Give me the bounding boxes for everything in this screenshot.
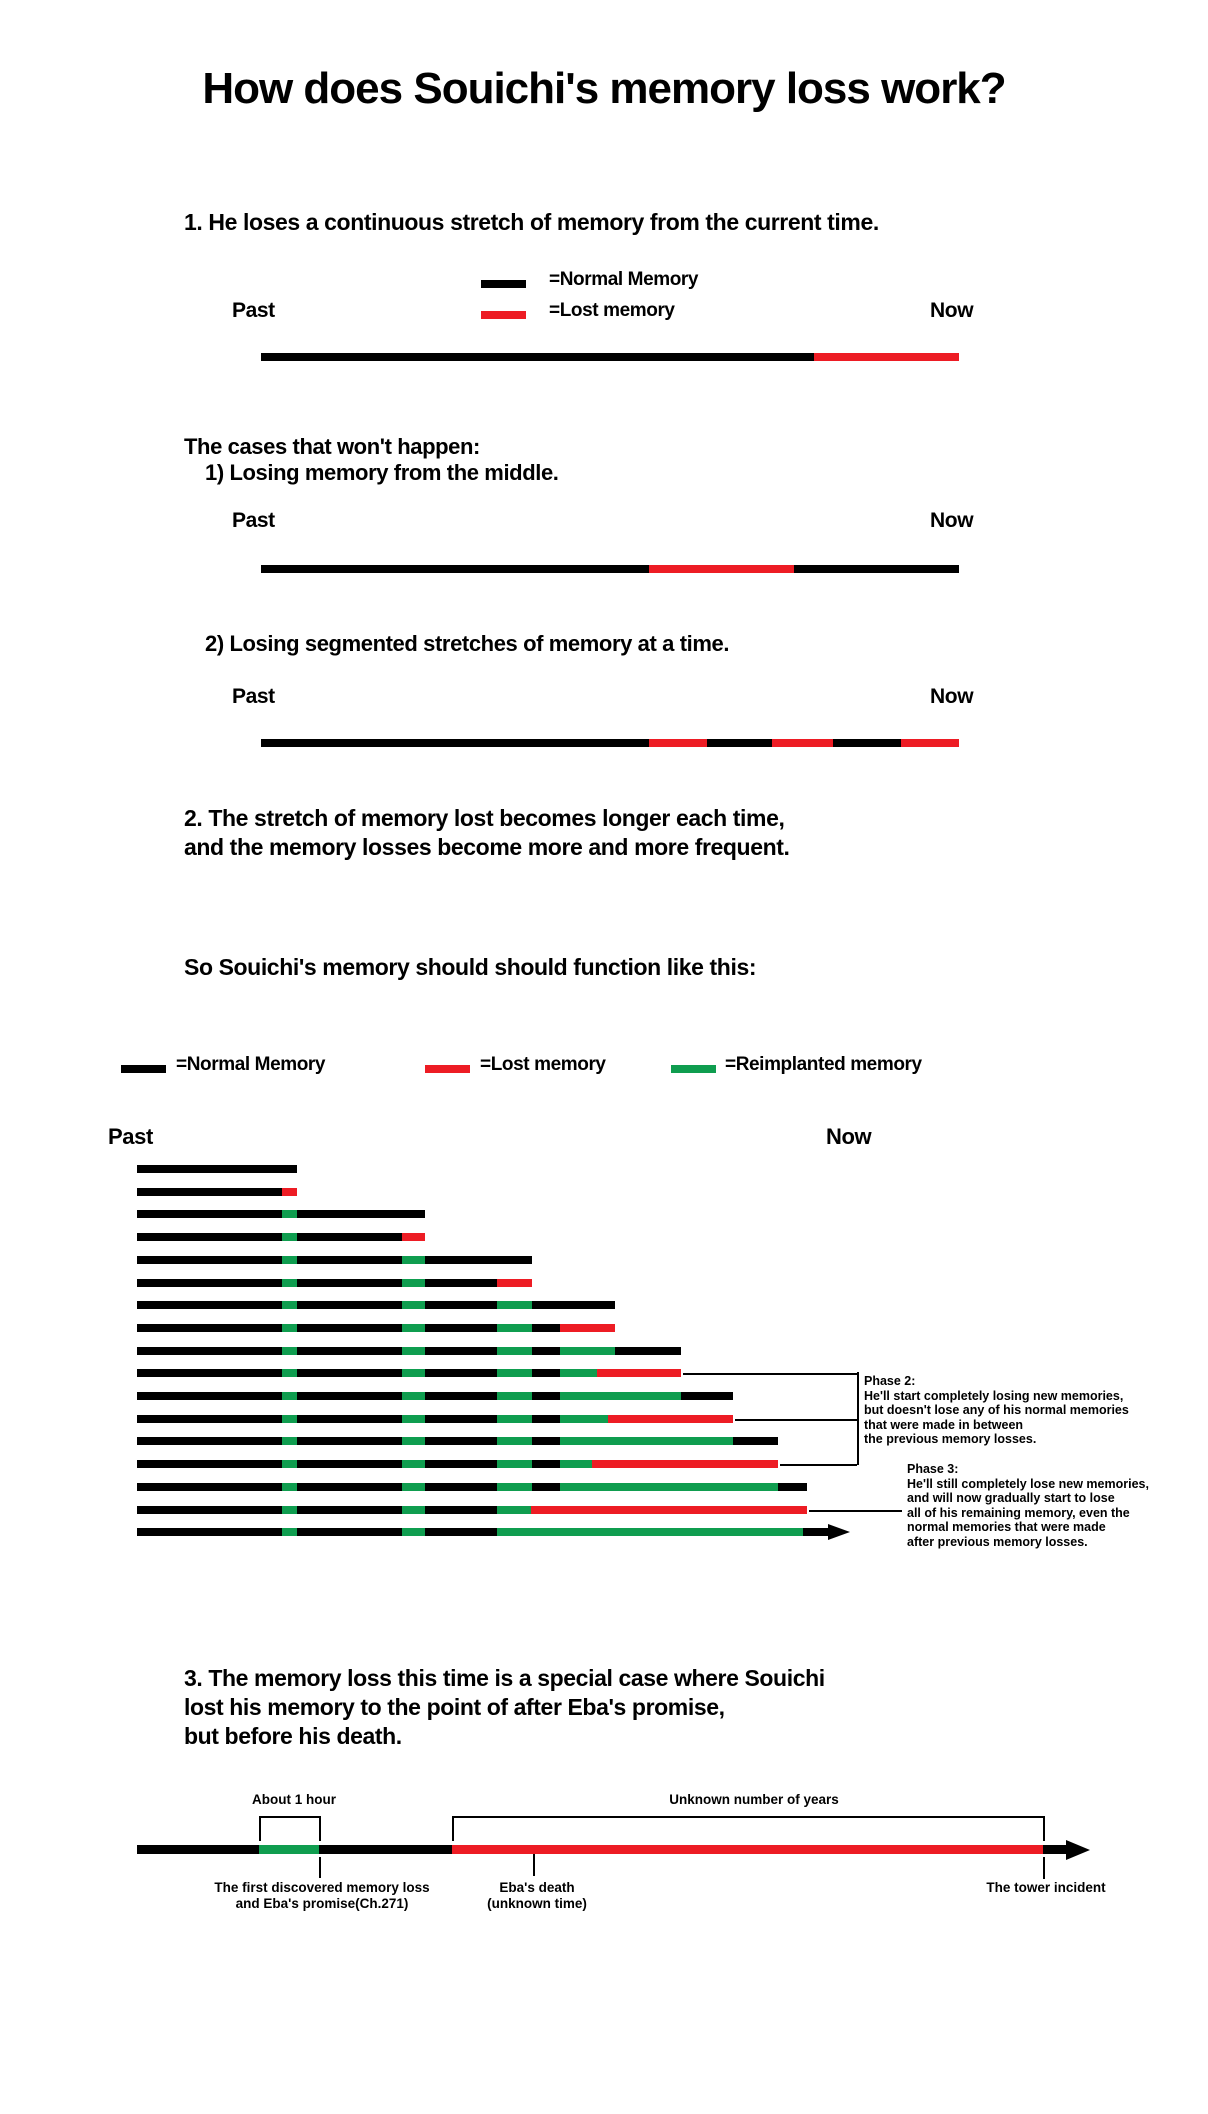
memory-segment-normal-memory [297, 1301, 402, 1309]
note-line: Phase 2: [864, 1374, 916, 1388]
now-label: Now [930, 685, 974, 708]
memory-segment-lost-memory [814, 353, 959, 361]
memory-segment-normal-memory [137, 1415, 282, 1423]
note-line: that were made in between [864, 1417, 1024, 1432]
memory-segment-reimplanted-memory [282, 1528, 297, 1536]
legend-swatch-reimplanted-memory [671, 1065, 716, 1073]
annotation-line [857, 1372, 859, 1465]
memory-segment-normal-memory [297, 1324, 402, 1332]
memory-segment-normal-memory [615, 1347, 681, 1355]
memory-segment-normal-memory [297, 1437, 402, 1445]
memory-segment-normal-memory [137, 1324, 282, 1332]
annotation-line [780, 1464, 857, 1466]
legend-label-normal-memory: =Normal Memory [176, 1054, 326, 1075]
memory-segment-normal-memory [425, 1528, 497, 1536]
memory-segment-normal-memory [137, 1256, 282, 1264]
memory-segment-normal-memory [137, 1506, 282, 1514]
memory-segment-normal-memory [425, 1483, 497, 1491]
memory-segment-reimplanted-memory [560, 1483, 778, 1491]
memory-segment-reimplanted-memory [402, 1437, 425, 1445]
memory-segment-reimplanted-memory [497, 1437, 532, 1445]
past-label: Past [232, 685, 275, 708]
memory-segment-normal-memory [137, 1279, 282, 1287]
legend-swatch-lost-memory [425, 1065, 470, 1073]
memory-segment-normal-memory [425, 1301, 497, 1309]
annotation-line [452, 1816, 1043, 1818]
now-label: Now [826, 1124, 872, 1149]
memory-segment-reimplanted-memory [402, 1528, 425, 1536]
past-label: Past [108, 1124, 153, 1149]
memory-segment-reimplanted-memory [497, 1506, 531, 1514]
memory-segment-normal-memory [532, 1392, 560, 1400]
memory-segment-normal-memory [261, 739, 649, 747]
memory-segment-reimplanted-memory [497, 1483, 532, 1491]
memory-segment-normal-memory [425, 1437, 497, 1445]
label-line: The first discovered memory loss [214, 1880, 430, 1895]
memory-segment-reimplanted-memory [282, 1210, 297, 1218]
memory-segment-normal-memory [794, 565, 959, 573]
memory-segment-normal-memory [319, 1845, 452, 1854]
memory-segment-reimplanted-memory [560, 1460, 592, 1468]
label-line: Unknown number of years [669, 1792, 839, 1807]
memory-segment-reimplanted-memory [402, 1369, 425, 1377]
annotation-line [1043, 1857, 1045, 1879]
memory-segment-normal-memory [833, 739, 901, 747]
memory-segment-normal-memory [137, 1369, 282, 1377]
memory-segment-reimplanted-memory [282, 1256, 297, 1264]
memory-segment-reimplanted-memory [560, 1437, 733, 1445]
section3-line1: 3. The memory loss this time is a special case where Souichi [184, 1665, 825, 1691]
memory-segment-normal-memory [137, 1165, 297, 1173]
memory-segment-normal-memory [297, 1483, 402, 1491]
page-title: How does Souichi's memory loss work? [202, 64, 1006, 113]
memory-segment-normal-memory [137, 1301, 282, 1309]
memory-segment-normal-memory [532, 1324, 560, 1332]
note-phase2 [864, 1374, 1129, 1447]
memory-segment-normal-memory [733, 1437, 778, 1445]
memory-segment-lost-memory [608, 1415, 733, 1423]
cases-heading: The cases that won't happen: [184, 434, 480, 459]
legend-label-reimplanted-memory: =Reimplanted memory [725, 1054, 922, 1075]
case1-text: 1) Losing memory from the middle. [205, 460, 559, 485]
memory-segment-reimplanted-memory [497, 1392, 532, 1400]
memory-segment-normal-memory [261, 565, 649, 573]
annotation-line [452, 1816, 454, 1841]
memory-segment-normal-memory [681, 1392, 733, 1400]
annotation-line [319, 1816, 321, 1841]
memory-segment-lost-memory [592, 1460, 778, 1468]
note-line: the previous memory losses. [864, 1432, 1037, 1447]
memory-segment-normal-memory [137, 1437, 282, 1445]
timeline-arrow-head [1066, 1840, 1090, 1860]
memory-segment-lost-memory [772, 739, 833, 747]
memory-segment-normal-memory [137, 1845, 259, 1854]
memory-segment-normal-memory [425, 1506, 497, 1514]
so-function-line: So Souichi's memory should should function like this: [184, 954, 757, 980]
memory-segment-normal-memory [297, 1392, 402, 1400]
label-tower-incident [986, 1880, 1105, 1896]
memory-segment-lost-memory [497, 1279, 532, 1287]
section1-heading: 1. He loses a continuous stretch of memory from the current time. [184, 209, 879, 235]
note-line: Phase 3: [907, 1462, 959, 1476]
label-line: About 1 hour [252, 1792, 336, 1807]
memory-segment-lost-memory [649, 565, 794, 573]
memory-segment-normal-memory [532, 1437, 560, 1445]
note-line: after previous memory losses. [907, 1534, 1088, 1549]
section3-line3: but before his death. [184, 1723, 402, 1749]
memory-segment-normal-memory [297, 1369, 402, 1377]
memory-segment-reimplanted-memory [497, 1415, 532, 1423]
memory-segment-normal-memory [425, 1392, 497, 1400]
memory-segment-reimplanted-memory [282, 1437, 297, 1445]
memory-segment-normal-memory [261, 353, 814, 361]
memory-segment-reimplanted-memory [560, 1347, 615, 1355]
memory-segment-normal-memory [425, 1256, 532, 1264]
memory-segment-reimplanted-memory [282, 1415, 297, 1423]
memory-segment-reimplanted-memory [497, 1369, 532, 1377]
memory-segment-lost-memory [282, 1188, 297, 1196]
memory-segment-reimplanted-memory [282, 1483, 297, 1491]
now-label: Now [930, 509, 974, 532]
memory-segment-reimplanted-memory [402, 1483, 425, 1491]
memory-segment-normal-memory [425, 1415, 497, 1423]
memory-segment-reimplanted-memory [497, 1460, 532, 1468]
section2-line2: and the memory losses become more and more frequent. [184, 834, 790, 860]
note-line: He'll still completely lose new memories, [907, 1476, 1149, 1491]
annotation-line [319, 1857, 321, 1878]
case2-text: 2) Losing segmented stretches of memory at a time. [205, 631, 730, 656]
memory-segment-normal-memory [297, 1256, 402, 1264]
note-phase3 [907, 1462, 1149, 1550]
memory-segment-normal-memory [425, 1279, 497, 1287]
memory-segment-reimplanted-memory [402, 1301, 425, 1309]
note-line: He'll start completely losing new memories, [864, 1388, 1124, 1403]
memory-segment-reimplanted-memory [402, 1460, 425, 1468]
memory-segment-reimplanted-memory [497, 1324, 532, 1332]
now-label: Now [930, 299, 974, 322]
annotation-line [259, 1816, 319, 1818]
memory-segment-reimplanted-memory [402, 1256, 425, 1264]
memory-segment-normal-memory [532, 1483, 560, 1491]
memory-segment-normal-memory [297, 1506, 402, 1514]
memory-segment-normal-memory [137, 1347, 282, 1355]
memory-segment-normal-memory [425, 1347, 497, 1355]
memory-segment-lost-memory [531, 1506, 807, 1514]
memory-segment-normal-memory [532, 1460, 560, 1468]
memory-segment-reimplanted-memory [282, 1324, 297, 1332]
label-line: Eba's death [499, 1880, 575, 1895]
memory-segment-reimplanted-memory [282, 1369, 297, 1377]
annotation-line [809, 1510, 902, 1512]
past-label: Past [232, 509, 275, 532]
memory-segment-normal-memory [532, 1301, 615, 1309]
memory-segment-reimplanted-memory [560, 1392, 681, 1400]
legend-swatch-normal-memory [481, 280, 526, 288]
memory-segment-normal-memory [137, 1460, 282, 1468]
label-about-1-hour [252, 1792, 336, 1808]
memory-segment-normal-memory [425, 1324, 497, 1332]
timeline-arrow-head [828, 1524, 850, 1540]
annotation-line [259, 1816, 261, 1841]
note-line: normal memories that were made [907, 1520, 1106, 1535]
past-label: Past [232, 299, 275, 322]
memory-segment-reimplanted-memory [402, 1506, 425, 1514]
memory-segment-normal-memory [297, 1279, 402, 1287]
note-line: and will now gradually start to lose [907, 1491, 1115, 1506]
label-line: The tower incident [986, 1880, 1106, 1895]
memory-segment-reimplanted-memory [282, 1506, 297, 1514]
note-line: all of his remaining memory, even the [907, 1505, 1130, 1520]
label-unknown-years [669, 1792, 839, 1808]
memory-segment-normal-memory [137, 1528, 282, 1536]
memory-segment-normal-memory [532, 1347, 560, 1355]
label-line: (unknown time) [487, 1895, 587, 1911]
memory-segment-normal-memory [297, 1460, 402, 1468]
legend-label-lost-memory: =Lost memory [480, 1054, 606, 1075]
memory-segment-normal-memory [532, 1415, 560, 1423]
memory-segment-lost-memory [901, 739, 959, 747]
memory-segment-lost-memory [560, 1324, 615, 1332]
memory-segment-normal-memory [297, 1347, 402, 1355]
memory-segment-normal-memory [425, 1460, 497, 1468]
label-ebas-death [487, 1880, 587, 1911]
memory-segment-reimplanted-memory [282, 1301, 297, 1309]
memory-segment-normal-memory [778, 1483, 807, 1491]
memory-segment-reimplanted-memory [402, 1347, 425, 1355]
memory-segment-normal-memory [425, 1369, 497, 1377]
memory-segment-lost-memory [597, 1369, 681, 1377]
memory-segment-reimplanted-memory [282, 1392, 297, 1400]
annotation-line [1043, 1816, 1045, 1841]
memory-segment-reimplanted-memory [282, 1233, 297, 1241]
memory-segment-normal-memory [1043, 1845, 1066, 1854]
memory-segment-normal-memory [297, 1210, 425, 1218]
memory-segment-reimplanted-memory [282, 1347, 297, 1355]
memory-segment-lost-memory [402, 1233, 425, 1241]
memory-segment-normal-memory [137, 1210, 282, 1218]
memory-segment-reimplanted-memory [560, 1369, 597, 1377]
memory-segment-reimplanted-memory [282, 1460, 297, 1468]
section2-line1: 2. The stretch of memory lost becomes longer each time, [184, 805, 785, 831]
memory-segment-normal-memory [137, 1188, 282, 1196]
memory-segment-reimplanted-memory [402, 1324, 425, 1332]
memory-segment-reimplanted-memory [497, 1301, 532, 1309]
memory-segment-reimplanted-memory [282, 1279, 297, 1287]
annotation-line [533, 1854, 535, 1876]
memory-segment-normal-memory [707, 739, 772, 747]
memory-segment-normal-memory [137, 1483, 282, 1491]
section3-line2: lost his memory to the point of after Eba's promise, [184, 1694, 725, 1720]
annotation-line [735, 1419, 857, 1421]
memory-segment-reimplanted-memory [402, 1392, 425, 1400]
memory-segment-normal-memory [803, 1528, 828, 1536]
memory-segment-reimplanted-memory [402, 1279, 425, 1287]
legend-label-normal-memory: =Normal Memory [549, 269, 699, 290]
note-line: but doesn't lose any of his normal memories [864, 1403, 1129, 1418]
label-first-memory-loss [214, 1880, 429, 1911]
memory-segment-reimplanted-memory [560, 1415, 608, 1423]
memory-segment-normal-memory [532, 1369, 560, 1377]
memory-segment-lost-memory [649, 739, 707, 747]
label-line: and Eba's promise(Ch.271) [235, 1895, 409, 1911]
memory-segment-normal-memory [137, 1392, 282, 1400]
memory-segment-reimplanted-memory [259, 1845, 319, 1854]
legend-swatch-normal-memory [121, 1065, 166, 1073]
memory-segment-lost-memory [452, 1845, 1043, 1854]
memory-segment-reimplanted-memory [402, 1415, 425, 1423]
memory-segment-reimplanted-memory [497, 1528, 803, 1536]
annotation-line [683, 1373, 857, 1375]
memory-segment-normal-memory [297, 1415, 402, 1423]
memory-segment-reimplanted-memory [497, 1347, 532, 1355]
memory-segment-normal-memory [297, 1528, 402, 1536]
memory-segment-normal-memory [137, 1233, 282, 1241]
memory-segment-normal-memory [297, 1233, 402, 1241]
legend-swatch-lost-memory [481, 311, 526, 319]
legend-label-lost-memory: =Lost memory [549, 300, 675, 321]
